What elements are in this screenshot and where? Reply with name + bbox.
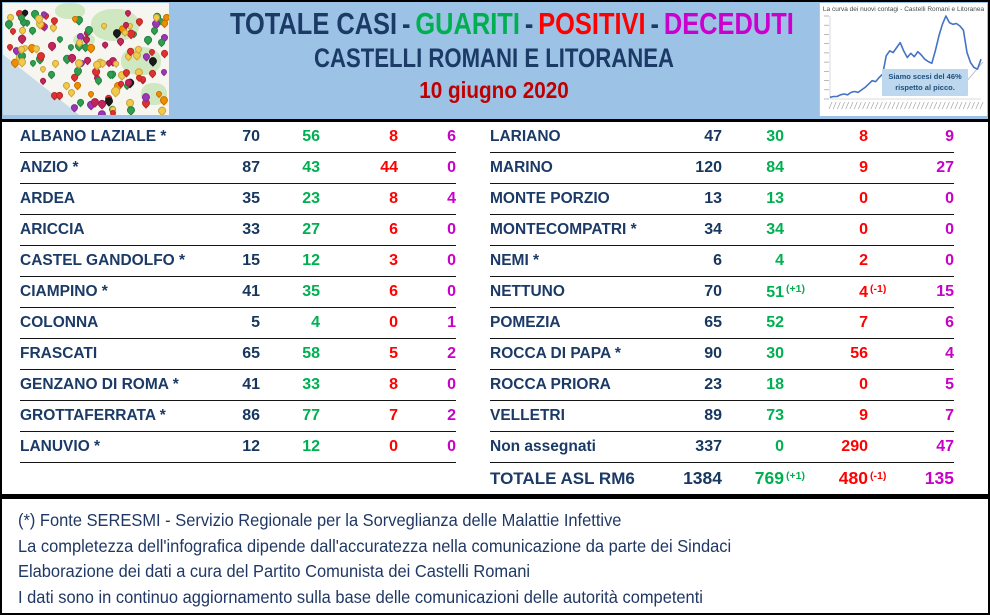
town-name: CIAMPINO * <box>20 283 108 300</box>
chart-annotation: Siamo scesi del 46% rispetto al picco. <box>882 69 968 96</box>
tot-value: 41 <box>242 283 260 300</box>
tot-value: 120 <box>695 159 722 176</box>
table-row <box>490 339 954 370</box>
gua-value: 13 <box>766 190 784 207</box>
tot-value: 337 <box>695 438 722 455</box>
table-row <box>20 370 456 401</box>
gua-value: 73 <box>766 407 784 424</box>
tot-value: 65 <box>704 314 722 331</box>
town-name: MARINO <box>490 159 553 176</box>
town-name: VELLETRI <box>490 407 565 424</box>
gua-value: 33 <box>302 376 320 393</box>
tot-value: 41 <box>242 376 260 393</box>
table-row <box>20 277 456 308</box>
pos-value: 8 <box>859 128 868 145</box>
title-dash: - <box>402 6 411 41</box>
footer-note-source: (*) Fonte SERESMI - Servizio Regionale per la Sorveglianza delle Malattie Infettive <box>18 510 622 530</box>
tot-value: 86 <box>242 407 260 424</box>
table-row <box>20 246 456 277</box>
gua-value: 4 <box>311 314 320 331</box>
town-name: ARICCIA <box>20 221 85 238</box>
town-name: Non assegnati <box>490 438 596 455</box>
title-block <box>172 5 816 105</box>
pos-value: 56 <box>850 345 868 362</box>
tot-value: 12 <box>242 438 260 455</box>
table-row <box>490 153 954 184</box>
table-row <box>490 370 954 401</box>
table-row <box>490 277 954 308</box>
town-name: FRASCATI <box>20 345 98 362</box>
gua-value: 18 <box>766 376 784 393</box>
pos-value: 5 <box>389 345 398 362</box>
dec-value: 0 <box>945 252 954 269</box>
footer-note-elaboration: Elaborazione dei dati a cura del Partito Comunista dei Castelli Romani <box>18 561 531 581</box>
footer-note-updates: I dati sono in continuo aggiornamento sulla base delle comunicazioni delle autorità competenti <box>18 586 703 607</box>
table-row <box>20 339 456 370</box>
town-name: ROCCA DI PAPA * <box>490 345 621 362</box>
new-cases-line-chart <box>820 3 987 116</box>
gua-value: 27 <box>302 221 320 238</box>
dec-value: 9 <box>945 128 954 145</box>
mini-chart-panel <box>819 3 987 116</box>
town-name: GROTTAFERRATA * <box>20 407 166 424</box>
town-name: TOTALE ASL RM6 <box>490 468 635 488</box>
map-pin-icon <box>87 89 96 98</box>
title-positivi: POSITIVI <box>538 6 646 41</box>
delta-note: (+1) <box>786 282 805 295</box>
cases-table <box>2 122 988 499</box>
map-pin-icon <box>73 81 83 91</box>
delta-note: (-1) <box>870 282 887 295</box>
pos-value: 0 <box>859 190 868 207</box>
dec-value: 7 <box>945 407 954 424</box>
pos-value: 6 <box>389 221 398 238</box>
table-total-row <box>490 463 954 494</box>
table-row <box>20 401 456 432</box>
table-row <box>20 122 456 153</box>
gua-value: 51 (+1) <box>722 283 812 302</box>
tot-value: 33 <box>242 221 260 238</box>
table-row <box>20 308 456 339</box>
title-dash: - <box>650 6 659 41</box>
gua-value: 12 <box>302 252 320 269</box>
gua-value: 23 <box>302 190 320 207</box>
town-name: MONTE PORZIO <box>490 190 610 207</box>
pos-value: 0 <box>859 376 868 393</box>
gua-value: 4 <box>775 252 784 269</box>
table-row <box>20 432 456 463</box>
town-name: MONTECOMPATRI * <box>490 221 637 238</box>
map-pin-icon <box>160 68 169 77</box>
dec-value: 0 <box>447 252 456 269</box>
pos-value: 44 <box>380 159 398 176</box>
gua-value: 52 <box>766 314 784 331</box>
town-name: ROCCA PRIORA <box>490 376 611 393</box>
dec-value: 6 <box>945 314 954 331</box>
town-name: LARIANO <box>490 128 561 145</box>
pos-value: 8 <box>389 376 398 393</box>
gua-value: 56 <box>302 128 320 145</box>
pos-value: 6 <box>389 283 398 300</box>
dec-value: 0 <box>447 376 456 393</box>
title-totale-casi: TOTALE CASI <box>229 6 398 41</box>
map-pin-icon <box>17 33 28 44</box>
table-right-column <box>490 122 954 494</box>
dec-value: 2 <box>447 345 456 362</box>
table-left-column <box>20 122 456 494</box>
town-name: POMEZIA <box>490 314 561 331</box>
map-pin-icon <box>85 43 96 54</box>
town-name: GENZANO DI ROMA * <box>20 376 179 393</box>
tot-value: 87 <box>242 159 260 176</box>
tot-value: 35 <box>242 190 260 207</box>
town-name: LANUVIO * <box>20 438 101 455</box>
date-label: 10 giugno 2020 <box>419 77 569 103</box>
town-name: NEMI * <box>490 252 540 269</box>
tot-value: 70 <box>704 283 722 300</box>
tot-value: 15 <box>242 252 260 269</box>
town-name: ARDEA <box>20 190 76 207</box>
dec-value: 6 <box>447 128 456 145</box>
gua-value: 35 <box>302 283 320 300</box>
pos-value: 8 <box>389 190 398 207</box>
dec-value: 15 <box>936 283 954 300</box>
gua-value: 58 <box>302 345 320 362</box>
tot-value: 1384 <box>683 468 722 488</box>
tot-value: 90 <box>704 345 722 362</box>
dec-value: 5 <box>945 376 954 393</box>
tot-value: 65 <box>242 345 260 362</box>
pos-value: 9 <box>859 407 868 424</box>
table-row <box>20 153 456 184</box>
pos-value: 480 (-1) <box>812 468 896 489</box>
gua-value: 769 (+1) <box>722 468 812 489</box>
table-row <box>490 308 954 339</box>
table-row <box>490 215 954 246</box>
delta-note: (+1) <box>786 470 805 482</box>
dec-value: 0 <box>945 221 954 238</box>
footer-note-completeness: La completezza dell'infografica dipende dall'accuratezza nella comunicazione da parte dei Sindaci <box>18 535 732 556</box>
gua-value: 0 <box>775 438 784 455</box>
table-row <box>490 401 954 432</box>
tot-value: 89 <box>704 407 722 424</box>
dec-value: 2 <box>447 407 456 424</box>
pos-value: 8 <box>389 128 398 145</box>
table-row <box>490 184 954 215</box>
tot-value: 13 <box>704 190 722 207</box>
tot-value: 23 <box>704 376 722 393</box>
gua-value: 77 <box>302 407 320 424</box>
pos-value: 7 <box>389 407 398 424</box>
footer-notes <box>2 499 988 613</box>
gua-value: 43 <box>302 159 320 176</box>
map-pin-icon <box>143 34 154 45</box>
tot-value: 5 <box>251 314 260 331</box>
gua-value: 30 <box>766 345 784 362</box>
dec-value: 1 <box>447 314 456 331</box>
map-pin-icon <box>46 40 57 51</box>
dec-value: 0 <box>447 221 456 238</box>
table-row <box>490 246 954 277</box>
gua-value: 84 <box>766 159 784 176</box>
dec-value: 4 <box>945 345 954 362</box>
delta-note: (-1) <box>870 470 887 482</box>
dec-value: 0 <box>447 283 456 300</box>
tot-value: 34 <box>704 221 722 238</box>
tot-value: 70 <box>242 128 260 145</box>
table-row <box>20 215 456 246</box>
header-band <box>2 2 988 122</box>
town-name: ALBANO LAZIALE * <box>20 128 167 145</box>
pos-value: 290 <box>841 438 868 455</box>
dec-value: 0 <box>945 190 954 207</box>
page-title <box>229 5 794 42</box>
dec-value: 0 <box>447 159 456 176</box>
dec-value: 135 <box>924 468 954 488</box>
pos-value: 4 (-1) <box>812 283 896 302</box>
town-name: COLONNA <box>20 314 99 331</box>
dec-value: 27 <box>936 159 954 176</box>
title-deceduti: DECEDUTI <box>663 6 794 41</box>
map-pin-icon <box>94 76 104 86</box>
pos-value: 7 <box>859 314 868 331</box>
town-name: ANZIO * <box>20 159 79 176</box>
dec-value: 47 <box>936 438 954 455</box>
dec-value: 4 <box>447 190 456 207</box>
tot-value: 47 <box>704 128 722 145</box>
dec-value: 0 <box>447 438 456 455</box>
tot-value: 6 <box>713 252 722 269</box>
gua-value: 30 <box>766 128 784 145</box>
town-name: CASTEL GANDOLFO * <box>20 252 186 269</box>
pos-value: 0 <box>859 221 868 238</box>
mini-chart-title: La curva dei nuovi contagi - Castelli Romani e Litoranea <box>822 6 985 13</box>
map-panel <box>3 3 169 115</box>
map-pin-icon <box>101 41 109 49</box>
pos-value: 9 <box>859 159 868 176</box>
map-pin-icon <box>39 65 48 74</box>
table-row <box>20 184 456 215</box>
pos-value: 0 <box>389 314 398 331</box>
title-dash: - <box>524 6 534 41</box>
map-pin-icon <box>160 49 169 59</box>
pos-value: 2 <box>859 252 868 269</box>
map-pin-icon <box>47 69 57 79</box>
gua-value: 12 <box>302 438 320 455</box>
map-pin-icon <box>50 59 60 69</box>
gua-value: 34 <box>766 221 784 238</box>
pos-value: 3 <box>389 252 398 269</box>
town-name: NETTUNO <box>490 283 565 300</box>
map-pin-icon <box>157 105 168 115</box>
table-row <box>490 122 954 153</box>
title-guariti: GUARITI <box>415 6 520 41</box>
map-pin-icon <box>56 35 65 44</box>
subtitle: CASTELLI ROMANI E LITORANEA <box>313 43 674 73</box>
table-row <box>490 432 954 463</box>
pos-value: 0 <box>389 438 398 455</box>
